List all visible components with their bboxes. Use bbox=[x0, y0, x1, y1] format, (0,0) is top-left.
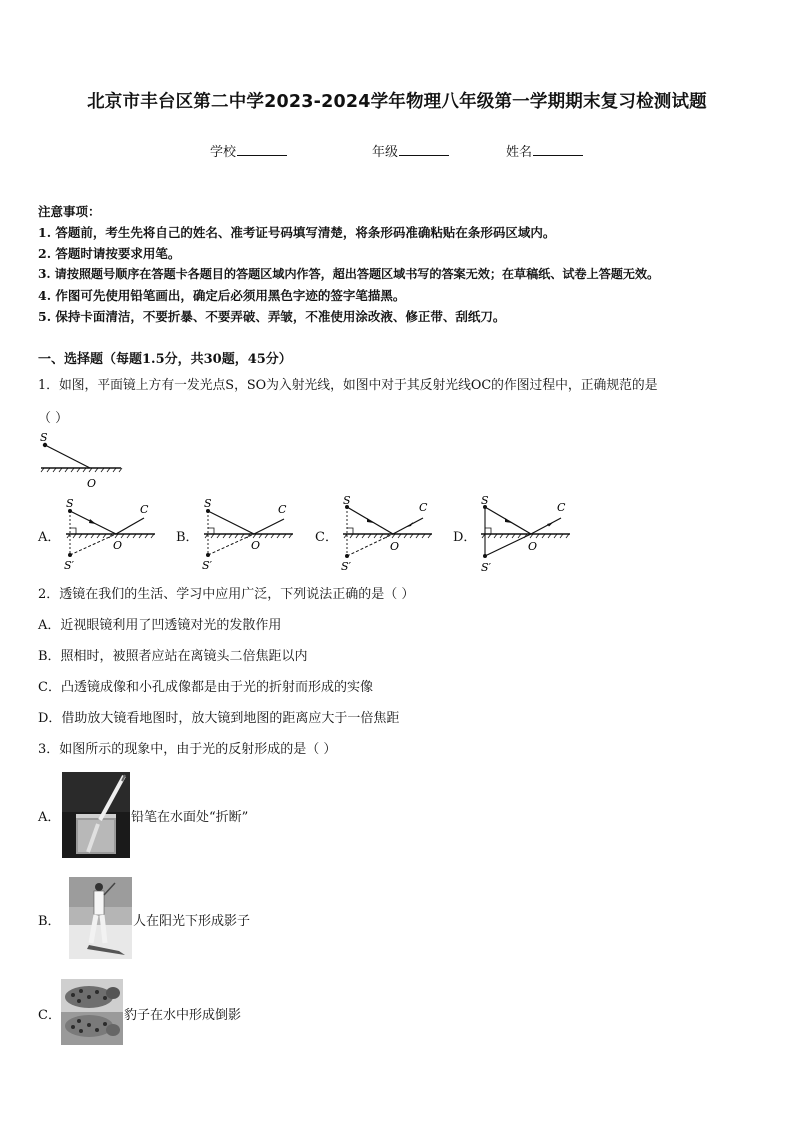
q3-option-c-text[interactable]: 豹子在水中形成倒影 bbox=[124, 1008, 242, 1023]
q1-a-label-s: S bbox=[66, 497, 74, 510]
q1-a-label-o: O bbox=[113, 539, 123, 552]
q1-option-d-figure[interactable] bbox=[475, 494, 575, 574]
q1-option-d-letter[interactable]: D． bbox=[453, 530, 477, 545]
notice-item-2: 2. 答题时请按要求用笔。 bbox=[38, 246, 181, 261]
q1-c-label-s: S bbox=[343, 494, 351, 507]
q2-option-b[interactable]: B．照相时，被照者应站在离镜头二倍焦距以内 bbox=[38, 649, 308, 664]
page-title: 北京市丰台区第二中学2023-2024学年物理八年级第一学期期末复习检测试题 bbox=[87, 92, 707, 112]
q1-option-b-letter[interactable]: B． bbox=[176, 530, 199, 545]
notice-item-3: 3. 请按照题号顺序在答题卡各题目的答题区域内作答，超出答题区域书写的答案无效；在草稿纸、试卷上答题无效。 bbox=[38, 267, 660, 281]
notice-item-1: 1. 答题前，考生先将自己的姓名、准考证号码填写清楚，将条形码准确粘贴在条形码区域内。 bbox=[38, 225, 556, 240]
name-field[interactable] bbox=[506, 141, 583, 160]
school-blank[interactable] bbox=[237, 143, 287, 156]
q1-d-label-c: C bbox=[557, 501, 566, 514]
q2-option-c[interactable]: C．凸透镜成像和小孔成像都是由于光的折射而形成的实像 bbox=[38, 680, 373, 695]
leopard-reflection-image bbox=[61, 979, 123, 1045]
q1-a-label-s2: S′ bbox=[64, 559, 75, 572]
school-field[interactable] bbox=[210, 141, 287, 160]
q1-c-label-o: O bbox=[390, 540, 400, 553]
q1-answer-paren: （ ） bbox=[38, 411, 69, 426]
q1-b-label-c: C bbox=[278, 503, 287, 516]
person-shadow-image bbox=[69, 877, 132, 959]
q3-stem: 3．如图所示的现象中，由于光的反射形成的是（ ） bbox=[38, 742, 337, 757]
q1-main-label-o: O bbox=[87, 477, 97, 490]
q1-main-label-s: S bbox=[40, 432, 48, 444]
q2-option-a[interactable]: A．近视眼镜利用了凹透镜对光的发散作用 bbox=[38, 618, 282, 633]
q3-option-a-letter[interactable]: A． bbox=[38, 810, 61, 825]
q1-b-label-o: O bbox=[251, 539, 261, 552]
q1-stem: 1．如图，平面镜上方有一发光点S，SO为入射光线，如图中对于其反射光线OC的作图过程中，正确规范的是 bbox=[38, 378, 658, 393]
grade-blank[interactable] bbox=[399, 143, 449, 156]
q1-option-c-figure[interactable] bbox=[337, 494, 437, 574]
grade-field[interactable] bbox=[372, 141, 449, 160]
notice-item-4: 4. 作图可先使用铅笔画出，确定后必须用黑色字迹的签字笔描黑。 bbox=[38, 288, 406, 303]
section-heading: 一、选择题（每题1.5分，共30题，45分） bbox=[38, 352, 292, 367]
school-label: 学校 bbox=[210, 145, 237, 160]
q1-b-label-s: S bbox=[204, 497, 212, 510]
q3-option-a-text[interactable]: 铅笔在水面处“折断” bbox=[131, 810, 249, 825]
q1-d-label-s: S bbox=[481, 494, 489, 507]
q3-option-b-letter[interactable]: B． bbox=[38, 914, 61, 929]
q1-option-b-figure[interactable] bbox=[198, 496, 298, 574]
q1-option-a-letter[interactable]: A． bbox=[38, 530, 61, 545]
q3-option-b-text[interactable]: 人在阳光下形成影子 bbox=[133, 914, 251, 929]
q2-option-d[interactable]: D．借助放大镜看地图时，放大镜到地图的距离应大于一倍焦距 bbox=[38, 711, 400, 726]
name-blank[interactable] bbox=[533, 143, 583, 156]
q2-stem: 2．透镜在我们的生活、学习中应用广泛，下列说法正确的是（ ） bbox=[38, 587, 415, 602]
q1-main-figure bbox=[36, 432, 126, 492]
q1-a-label-c: C bbox=[140, 503, 149, 516]
q1-d-label-o: O bbox=[528, 540, 538, 553]
q1-d-label-s2: S′ bbox=[481, 561, 492, 574]
grade-label: 年级 bbox=[372, 145, 399, 160]
q1-option-c-letter[interactable]: C． bbox=[315, 530, 338, 545]
q3-option-c-letter[interactable]: C． bbox=[38, 1008, 61, 1023]
notice-heading: 注意事项： bbox=[38, 204, 101, 219]
name-label: 姓名 bbox=[506, 145, 533, 160]
pencil-in-water-image bbox=[62, 772, 130, 858]
q1-option-a-figure[interactable] bbox=[60, 496, 160, 574]
q1-c-label-s2: S′ bbox=[341, 560, 352, 573]
q1-b-label-s2: S′ bbox=[202, 559, 213, 572]
notice-item-5: 5. 保持卡面清洁，不要折暴、不要弄破、弄皱，不准使用涂改液、修正带、刮纸刀。 bbox=[38, 309, 506, 324]
q1-c-label-c: C bbox=[419, 501, 428, 514]
